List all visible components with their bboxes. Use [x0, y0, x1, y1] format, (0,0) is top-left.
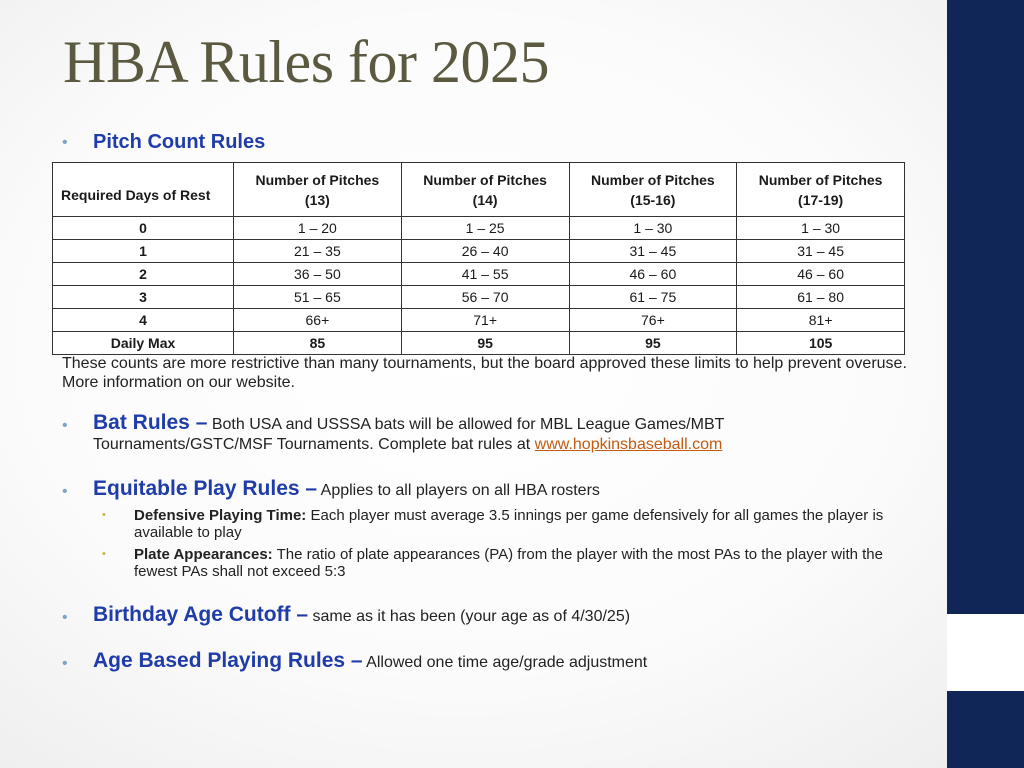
table-cell: 1 – 25 — [401, 217, 569, 240]
defensive-playing-time-item — [134, 507, 904, 541]
bullet-icon: • — [62, 483, 68, 500]
plate-appearances-text: The ratio of plate appearances (PA) from the player with the most PAs to the player with the fewest PAs shall not exceed 5:3 — [134, 546, 883, 580]
table-cell: 76+ — [569, 309, 737, 332]
pitch-count-heading: Pitch Count Rules — [93, 131, 266, 153]
age-based-heading: Age Based Playing Rules – — [93, 649, 363, 672]
plate-appearances-item — [134, 546, 904, 580]
header-15-16: Number of Pitches (15-16) — [569, 163, 737, 217]
table-cell: 36 – 50 — [234, 263, 402, 286]
page-title: HBA Rules for 2025 — [63, 29, 549, 95]
table-cell: 95 — [569, 332, 737, 355]
table-cell: 21 – 35 — [234, 240, 402, 263]
table-cell: 1 – 20 — [234, 217, 402, 240]
plate-appearances-label: Plate Appearances: — [134, 546, 273, 563]
table-row — [53, 309, 905, 332]
sub-bullet-icon: • — [102, 509, 106, 521]
table-cell: 61 – 75 — [569, 286, 737, 309]
table-cell: 46 – 60 — [569, 263, 737, 286]
pitch-count-table — [52, 162, 905, 355]
table-cell: 105 — [737, 332, 905, 355]
sub-bullet-icon: • — [102, 548, 106, 560]
bullet-icon: • — [62, 417, 68, 434]
birthday-block — [93, 605, 913, 627]
table-cell: 0 — [53, 217, 234, 240]
table-cell: 4 — [53, 309, 234, 332]
birthday-text: same as it has been (your age as of 4/30/25) — [312, 608, 631, 625]
table-cell: 3 — [53, 286, 234, 309]
table-cell: 41 – 55 — [401, 263, 569, 286]
table-cell: 1 – 30 — [569, 217, 737, 240]
equitable-play-heading: Equitable Play Rules – — [93, 477, 318, 500]
table-cell: 66+ — [234, 309, 402, 332]
table-cell: 56 – 70 — [401, 286, 569, 309]
table-cell: 61 – 80 — [737, 286, 905, 309]
bat-rules-text: Both USA and USSSA bats will be allowed for MBL League Games/MBT — [211, 416, 725, 433]
equitable-play-text: Applies to all players on all HBA rosters — [320, 482, 600, 499]
table-cell: 31 – 45 — [569, 240, 737, 263]
table-cell: 51 – 65 — [234, 286, 402, 309]
table-row — [53, 217, 905, 240]
table-cell: 85 — [234, 332, 402, 355]
defensive-playing-time-label: Defensive Playing Time: — [134, 507, 307, 524]
table-cell: 95 — [401, 332, 569, 355]
table-cell: 1 – 30 — [737, 217, 905, 240]
table-cell: 31 – 45 — [737, 240, 905, 263]
table-row — [53, 263, 905, 286]
table-cell: 81+ — [737, 309, 905, 332]
bat-rules-heading: Bat Rules – — [93, 411, 208, 434]
bullet-icon: • — [62, 609, 68, 626]
website-link[interactable]: www.hopkinsbaseball.com — [534, 436, 723, 453]
table-cell: 26 – 40 — [401, 240, 569, 263]
birthday-heading: Birthday Age Cutoff – — [93, 603, 309, 626]
age-based-block — [93, 651, 913, 673]
header-17-19: Number of Pitches (17-19) — [737, 163, 905, 217]
table-header-row — [53, 163, 905, 217]
header-13: Number of Pitches (13) — [234, 163, 402, 217]
pitch-count-note: These counts are more restrictive than many tournaments, but the board approved these limits to help prevent overuse. More information on our website. — [62, 355, 907, 391]
bullet-icon: • — [62, 655, 68, 672]
bat-rules-text-2: Tournaments/GSTC/MSF Tournaments. Complete bat rules at — [93, 436, 535, 453]
table-cell: 2 — [53, 263, 234, 286]
age-based-text: Allowed one time age/grade adjustment — [366, 654, 648, 671]
table-cell: Daily Max — [53, 332, 234, 355]
sidebar-notch — [947, 614, 1024, 691]
header-14: Number of Pitches (14) — [401, 163, 569, 217]
table-row — [53, 240, 905, 263]
table-cell: 1 — [53, 240, 234, 263]
table-row-daily-max — [53, 332, 905, 355]
defensive-playing-time-text: Each player must average 3.5 innings per game defensively for all games the player is available to play — [134, 507, 884, 541]
header-rest: Required Days of Rest — [53, 163, 234, 217]
table-cell: 71+ — [401, 309, 569, 332]
table-cell: 46 – 60 — [737, 263, 905, 286]
table-row — [53, 286, 905, 309]
equitable-play-block — [93, 479, 913, 501]
bat-rules-block — [93, 413, 913, 455]
bullet-icon: • — [62, 134, 68, 151]
